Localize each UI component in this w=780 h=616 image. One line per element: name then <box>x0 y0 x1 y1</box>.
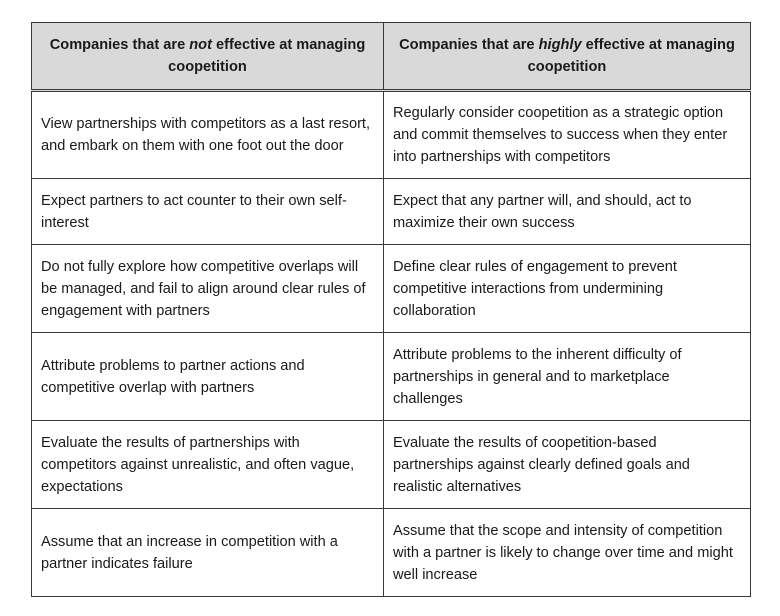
table-row <box>32 245 751 333</box>
header-row <box>32 23 751 91</box>
cell-highly-effective: Attribute problems to the inherent difficulty of partnerships in general and to marketplace challenges <box>384 333 751 421</box>
cell-not-effective: Do not fully explore how competitive overlaps will be managed, and fail to align around clear rules of engagement with partners <box>32 245 384 333</box>
cell-highly-effective: Assume that the scope and intensity of competition with a partner is likely to change over time and might well increase <box>384 509 751 597</box>
header-highly-effective: Companies that are highly effective at managing coopetition <box>384 23 751 91</box>
header-not-effective: Companies that are not effective at managing coopetition <box>32 23 384 91</box>
cell-highly-effective: Evaluate the results of coopetition-based partnerships against clearly defined goals and realistic alternatives <box>384 421 751 509</box>
table-row <box>32 509 751 597</box>
cell-not-effective: View partnerships with competitors as a last resort, and embark on them with one foot out the door <box>32 91 384 179</box>
cell-not-effective: Evaluate the results of partnerships with competitors against unrealistic, and often vague, expectations <box>32 421 384 509</box>
cell-not-effective: Assume that an increase in competition with a partner indicates failure <box>32 509 384 597</box>
coopetition-comparison-table <box>31 22 751 597</box>
table-row <box>32 333 751 421</box>
cell-highly-effective: Expect that any partner will, and should, act to maximize their own success <box>384 179 751 245</box>
cell-highly-effective: Define clear rules of engagement to prevent competitive interactions from undermining collaboration <box>384 245 751 333</box>
cell-highly-effective: Regularly consider coopetition as a strategic option and commit themselves to success when they enter into partnerships with competitors <box>384 91 751 179</box>
table-row <box>32 91 751 179</box>
cell-not-effective: Attribute problems to partner actions and competitive overlap with partners <box>32 333 384 421</box>
table-row <box>32 179 751 245</box>
cell-not-effective: Expect partners to act counter to their own self-interest <box>32 179 384 245</box>
table-row <box>32 421 751 509</box>
